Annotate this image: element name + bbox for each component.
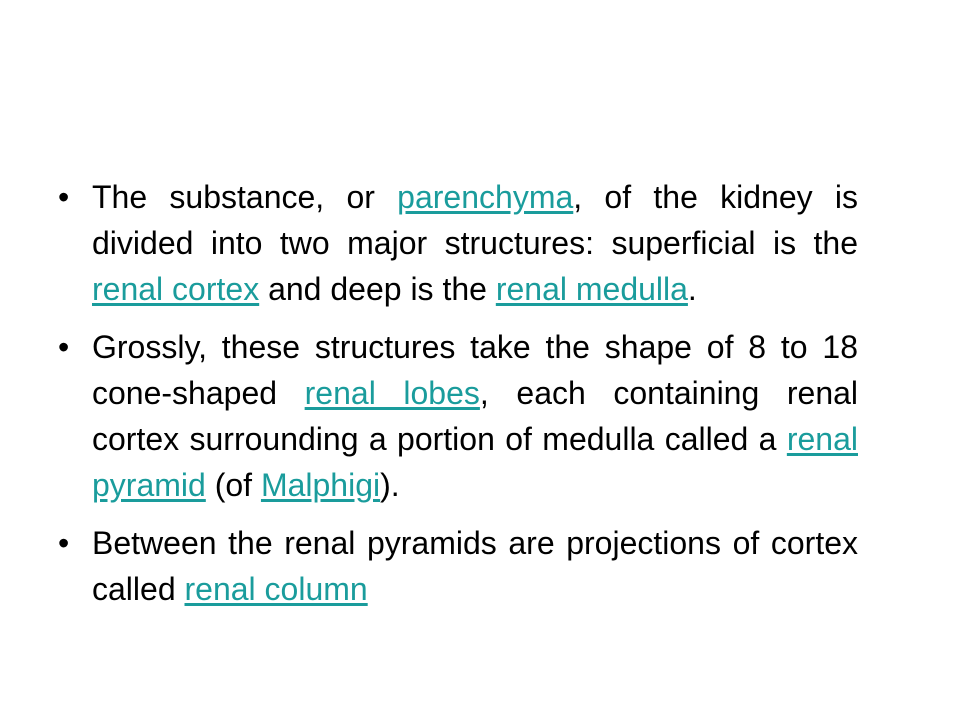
bullet-item xyxy=(58,324,858,508)
bullet-text: . xyxy=(687,271,697,307)
bullet-text: (of xyxy=(205,467,261,503)
term-link[interactable]: renal medulla xyxy=(495,271,688,307)
bullet-text: The substance, or xyxy=(92,179,398,215)
bullet-text: and deep is the xyxy=(259,271,496,307)
bullet-dot-icon: • xyxy=(58,329,70,365)
term-link[interactable]: Malphigi xyxy=(260,467,381,503)
bullet-text: , of the kidney is divided into two major structures: superficial is the xyxy=(92,179,859,261)
bullet-text: Between the renal pyramids are projections of cortex called xyxy=(92,525,858,607)
bullet-text: ). xyxy=(380,467,400,503)
bullet-text: , each containing renal cortex surrounding a portion of medulla called a xyxy=(92,375,859,457)
bullet-dot-icon: • xyxy=(58,525,70,561)
term-link[interactable]: parenchyma xyxy=(397,179,574,215)
term-link[interactable]: renal pyramid xyxy=(92,421,858,503)
term-link[interactable]: renal cortex xyxy=(92,271,260,307)
bullet-item xyxy=(58,520,858,612)
bullet-text: Grossly, these structures take the shape of 8 to 18 cone-shaped xyxy=(92,329,858,411)
term-link[interactable]: renal column xyxy=(184,571,368,607)
bullet-dot-icon: • xyxy=(58,179,70,215)
bullet-item xyxy=(58,174,858,312)
bullet-list xyxy=(58,174,858,624)
term-link[interactable]: renal lobes xyxy=(304,375,480,411)
